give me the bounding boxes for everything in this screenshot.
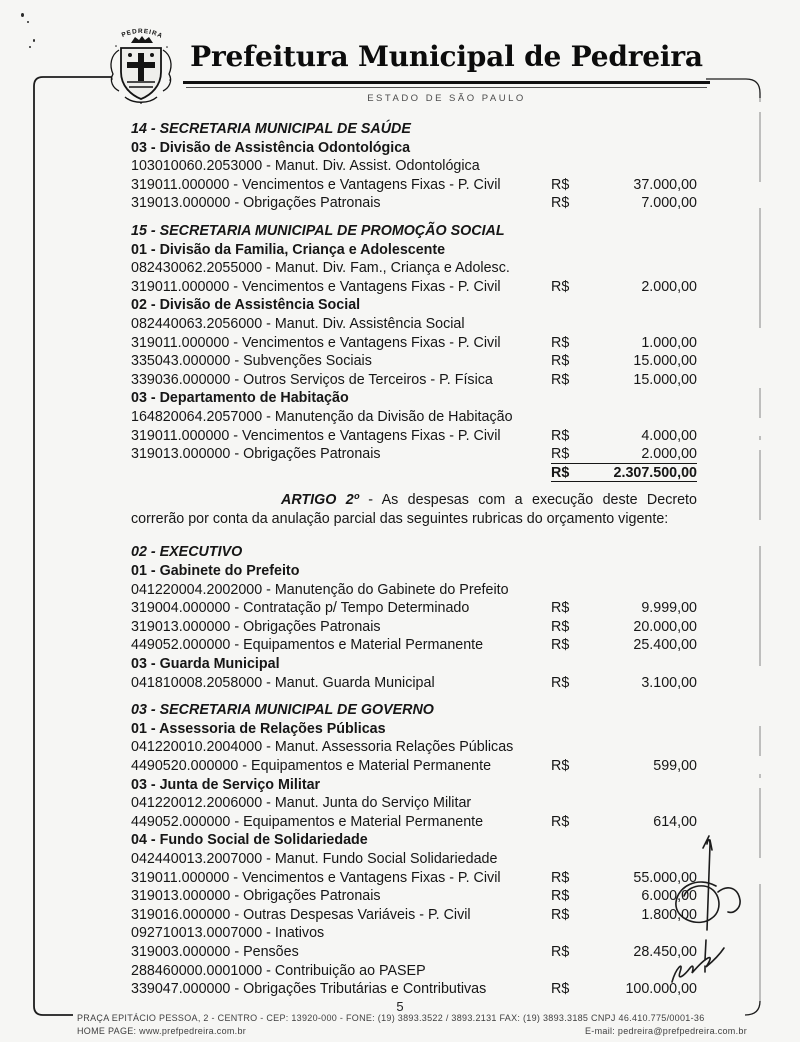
currency-label: R$ <box>551 906 570 923</box>
budget-entry-description: 041810008.2058000 - Manut. Guarda Municipal <box>131 674 435 691</box>
currency-label: R$ <box>551 464 570 481</box>
budget-entry-row <box>131 194 697 213</box>
amount-group <box>551 674 697 693</box>
budget-code-line: 164820064.2057000 - Manutenção da Divisão de Habitação <box>131 408 513 425</box>
currency-label: R$ <box>551 943 570 960</box>
section-gap <box>131 482 697 491</box>
division-heading: 02 - Divisão de Assistência Social <box>131 297 361 314</box>
title-underline-thick <box>183 81 710 84</box>
division-heading: 03 - Junta de Serviço Militar <box>131 776 321 793</box>
amount-value: 2.000,00 <box>641 446 697 463</box>
division-heading: 01 - Assessoria de Relações Públicas <box>131 720 386 737</box>
amount-group <box>551 887 697 906</box>
amount-group <box>551 445 697 464</box>
currency-label: R$ <box>551 334 570 351</box>
ink-speck <box>33 39 35 42</box>
section-gap <box>131 213 697 222</box>
budget-entry-description: 339047.000000 - Obrigações Tributárias e Contributivas <box>131 981 487 998</box>
currency-label: R$ <box>551 888 570 905</box>
budget-entry-row <box>131 943 697 962</box>
amount-value: 599,00 <box>653 758 697 774</box>
budget-entry-description: 335043.000000 - Subvenções Sociais <box>131 353 372 370</box>
total-amount-value: 2.307.500,00 <box>613 464 697 481</box>
currency-label: R$ <box>551 981 570 998</box>
amount-value: 28.450,00 <box>633 943 697 960</box>
budget-entry-description: 4490520.000000 - Equipamentos e Material Permanente <box>131 758 492 774</box>
title-underline-thin <box>186 87 707 88</box>
budget-entry-description: 319013.000000 - Obrigações Patronais <box>131 618 381 635</box>
currency-label: R$ <box>551 371 570 388</box>
amount-value: 100.000,00 <box>625 981 697 998</box>
footer <box>77 1013 747 1036</box>
amount-value: 15.000,00 <box>633 371 697 388</box>
budget-code-line: 092710013.0007000 - Inativos <box>131 925 325 942</box>
budget-entry-description: 319011.000000 - Vencimentos e Vantagens Fixas - P. Civil <box>131 869 501 886</box>
page-title: Prefeitura Municipal de Pedreira <box>190 40 703 73</box>
currency-label: R$ <box>551 427 570 444</box>
department-heading: 03 - SECRETARIA MUNICIPAL DE GOVERNO <box>131 702 434 719</box>
currency-label: R$ <box>551 353 570 370</box>
division-heading: 01 - Gabinete do Prefeito <box>131 563 300 580</box>
logo-text: PEDREIRA <box>120 27 164 41</box>
budget-entry-description: 449052.000000 - Equipamentos e Material Permanente <box>131 813 484 830</box>
footer-homepage: HOME PAGE: www.prefpedreira.com.br <box>77 1026 247 1036</box>
currency-label: R$ <box>551 446 570 463</box>
amount-value: 3.100,00 <box>641 674 697 691</box>
amount-value: 15.000,00 <box>633 353 697 370</box>
budget-entry-description: 319016.000000 - Outras Despesas Variáveis - P. Civil <box>131 906 471 923</box>
budget-entry-row <box>131 445 697 464</box>
budget-entry-description: 319013.000000 - Obrigações Patronais <box>131 195 381 212</box>
currency-label: R$ <box>551 637 570 654</box>
budget-entry-description: 319011.000000 - Vencimentos e Vantagens Fixas - P. Civil <box>131 278 501 295</box>
budget-entry-description: 449052.000000 - Equipamentos e Material Permanente <box>131 637 484 654</box>
amount-group <box>551 371 697 390</box>
currency-label: R$ <box>551 600 570 617</box>
amount-group <box>551 869 697 888</box>
amount-group <box>551 427 697 446</box>
budget-entry-row <box>131 427 697 446</box>
currency-label: R$ <box>551 758 570 774</box>
amount-value: 2.000,00 <box>641 278 697 295</box>
division-heading: 04 - Fundo Social de Solidariedade <box>131 832 368 849</box>
ink-speck <box>29 46 31 48</box>
department-heading: 15 - SECRETARIA MUNICIPAL DE PROMOÇÃO SOCIAL <box>131 222 505 239</box>
coat-of-arms-logo <box>104 24 178 106</box>
currency-label: R$ <box>551 674 570 691</box>
currency-label: R$ <box>551 176 570 193</box>
division-heading: 03 - Departamento de Habitação <box>131 390 349 407</box>
budget-entry-row <box>131 906 697 925</box>
amount-value: 20.000,00 <box>633 618 697 635</box>
amount-group <box>551 278 697 297</box>
amount-group <box>551 352 697 371</box>
budget-code-line: 082440063.2056000 - Manut. Div. Assistência Social <box>131 315 465 332</box>
budget-entry-row <box>131 599 697 618</box>
amount-group <box>551 618 697 637</box>
article-paragraph <box>131 491 697 528</box>
budget-entry-row <box>131 887 697 906</box>
document-body <box>131 120 697 999</box>
amount-group <box>551 334 697 353</box>
budget-entry-row <box>131 371 697 390</box>
amount-group <box>551 980 697 999</box>
budget-entry-row <box>131 352 697 371</box>
budget-code-line: 042440013.2007000 - Manut. Fundo Social Solidariedade <box>131 850 498 867</box>
page-number: 5 <box>396 999 404 1014</box>
budget-code-line: 041220010.2004000 - Manut. Assessoria Relações Públicas <box>131 739 514 756</box>
article-label: ARTIGO 2º <box>281 492 359 509</box>
budget-entry-row <box>131 334 697 353</box>
currency-label: R$ <box>551 618 570 635</box>
budget-entry-description: 319004.000000 - Contratação p/ Tempo Determinado <box>131 600 470 617</box>
amount-group <box>551 906 697 925</box>
budget-entry-row <box>131 636 697 655</box>
ink-speck <box>21 13 24 17</box>
amount-value: 1.000,00 <box>641 334 697 351</box>
budget-entry-row <box>131 278 697 297</box>
budget-entry-row <box>131 757 697 776</box>
amount-value: 7.000,00 <box>641 195 697 212</box>
amount-value: 55.000,00 <box>633 869 697 886</box>
budget-entry-row <box>131 674 697 693</box>
amount-value: 614,00 <box>653 813 697 830</box>
budget-code-line: 041220012.2006000 - Manut. Junta do Serviço Militar <box>131 795 472 812</box>
budget-entry-description: 319013.000000 - Obrigações Patronais <box>131 888 381 905</box>
budget-entry-description: 339036.000000 - Outros Serviços de Terceiros - P. Física <box>131 371 493 388</box>
amount-group <box>551 757 697 776</box>
footer-email: E-mail: pedreira@prefpedreira.com.br <box>585 1026 747 1036</box>
ink-speck <box>27 21 29 23</box>
amount-value: 37.000,00 <box>633 176 697 193</box>
budget-entry-row <box>131 869 697 888</box>
amount-group <box>551 813 697 832</box>
section-gap <box>131 692 697 701</box>
article-text: - As despesas com a execução deste Decreto correrão por conta da anulação parcial das seguintes rubricas do orçamento vigente: <box>131 492 697 527</box>
budget-entry-row <box>131 980 697 999</box>
budget-entry-description: 319003.000000 - Pensões <box>131 943 299 960</box>
amount-group <box>551 194 697 213</box>
budget-entry-row <box>131 176 697 195</box>
amount-value: 4.000,00 <box>641 427 697 444</box>
budget-entry-description: 319013.000000 - Obrigações Patronais <box>131 446 381 463</box>
budget-entry-row <box>131 813 697 832</box>
total-amount-group <box>551 464 697 483</box>
currency-label: R$ <box>551 278 570 295</box>
budget-code-line: 041220004.2002000 - Manutenção do Gabinete do Prefeito <box>131 581 509 598</box>
department-heading: 14 - SECRETARIA MUNICIPAL DE SAÚDE <box>131 121 411 137</box>
amount-value: 9.999,00 <box>641 600 697 617</box>
total-row <box>131 464 697 483</box>
budget-code-line: 082430062.2055000 - Manut. Div. Fam., Criança e Adolesc. <box>131 260 510 277</box>
section-gap <box>131 534 697 543</box>
amount-value: 25.400,00 <box>633 637 697 654</box>
currency-label: R$ <box>551 813 570 830</box>
division-heading: 03 - Divisão de Assistência Odontológica <box>131 139 411 156</box>
amount-group <box>551 943 697 962</box>
department-heading: 02 - EXECUTIVO <box>131 544 243 561</box>
division-heading: 01 - Divisão da Familia, Criança e Adolescente <box>131 241 446 258</box>
budget-entry-description: 319011.000000 - Vencimentos e Vantagens Fixas - P. Civil <box>131 176 501 193</box>
amount-group <box>551 636 697 655</box>
footer-address-line: PRAÇA EPITÁCIO PESSOA, 2 - CENTRO - CEP: 13920-000 - FONE: (19) 3893.3522 / 3893.2131 FAX: (19) 3893.3185 CNPJ 46.410.775/0001-36 <box>77 1013 705 1023</box>
amount-group <box>551 599 697 618</box>
currency-label: R$ <box>551 195 570 212</box>
budget-code-line: 103010060.2053000 - Manut. Div. Assist. Odontológica <box>131 158 480 175</box>
budget-entry-description: 319011.000000 - Vencimentos e Vantagens Fixas - P. Civil <box>131 427 501 444</box>
amount-value: 6.000,00 <box>641 888 697 905</box>
state-subtitle: ESTADO DE SÃO PAULO <box>367 93 526 104</box>
currency-label: R$ <box>551 869 570 886</box>
division-heading: 03 - Guarda Municipal <box>131 656 280 673</box>
amount-group <box>551 176 697 195</box>
amount-value: 1.800,00 <box>641 906 697 923</box>
budget-entry-description: 319011.000000 - Vencimentos e Vantagens Fixas - P. Civil <box>131 334 501 351</box>
budget-entry-row <box>131 618 697 637</box>
budget-code-line: 288460000.0001000 - Contribuição ao PASEP <box>131 962 426 979</box>
